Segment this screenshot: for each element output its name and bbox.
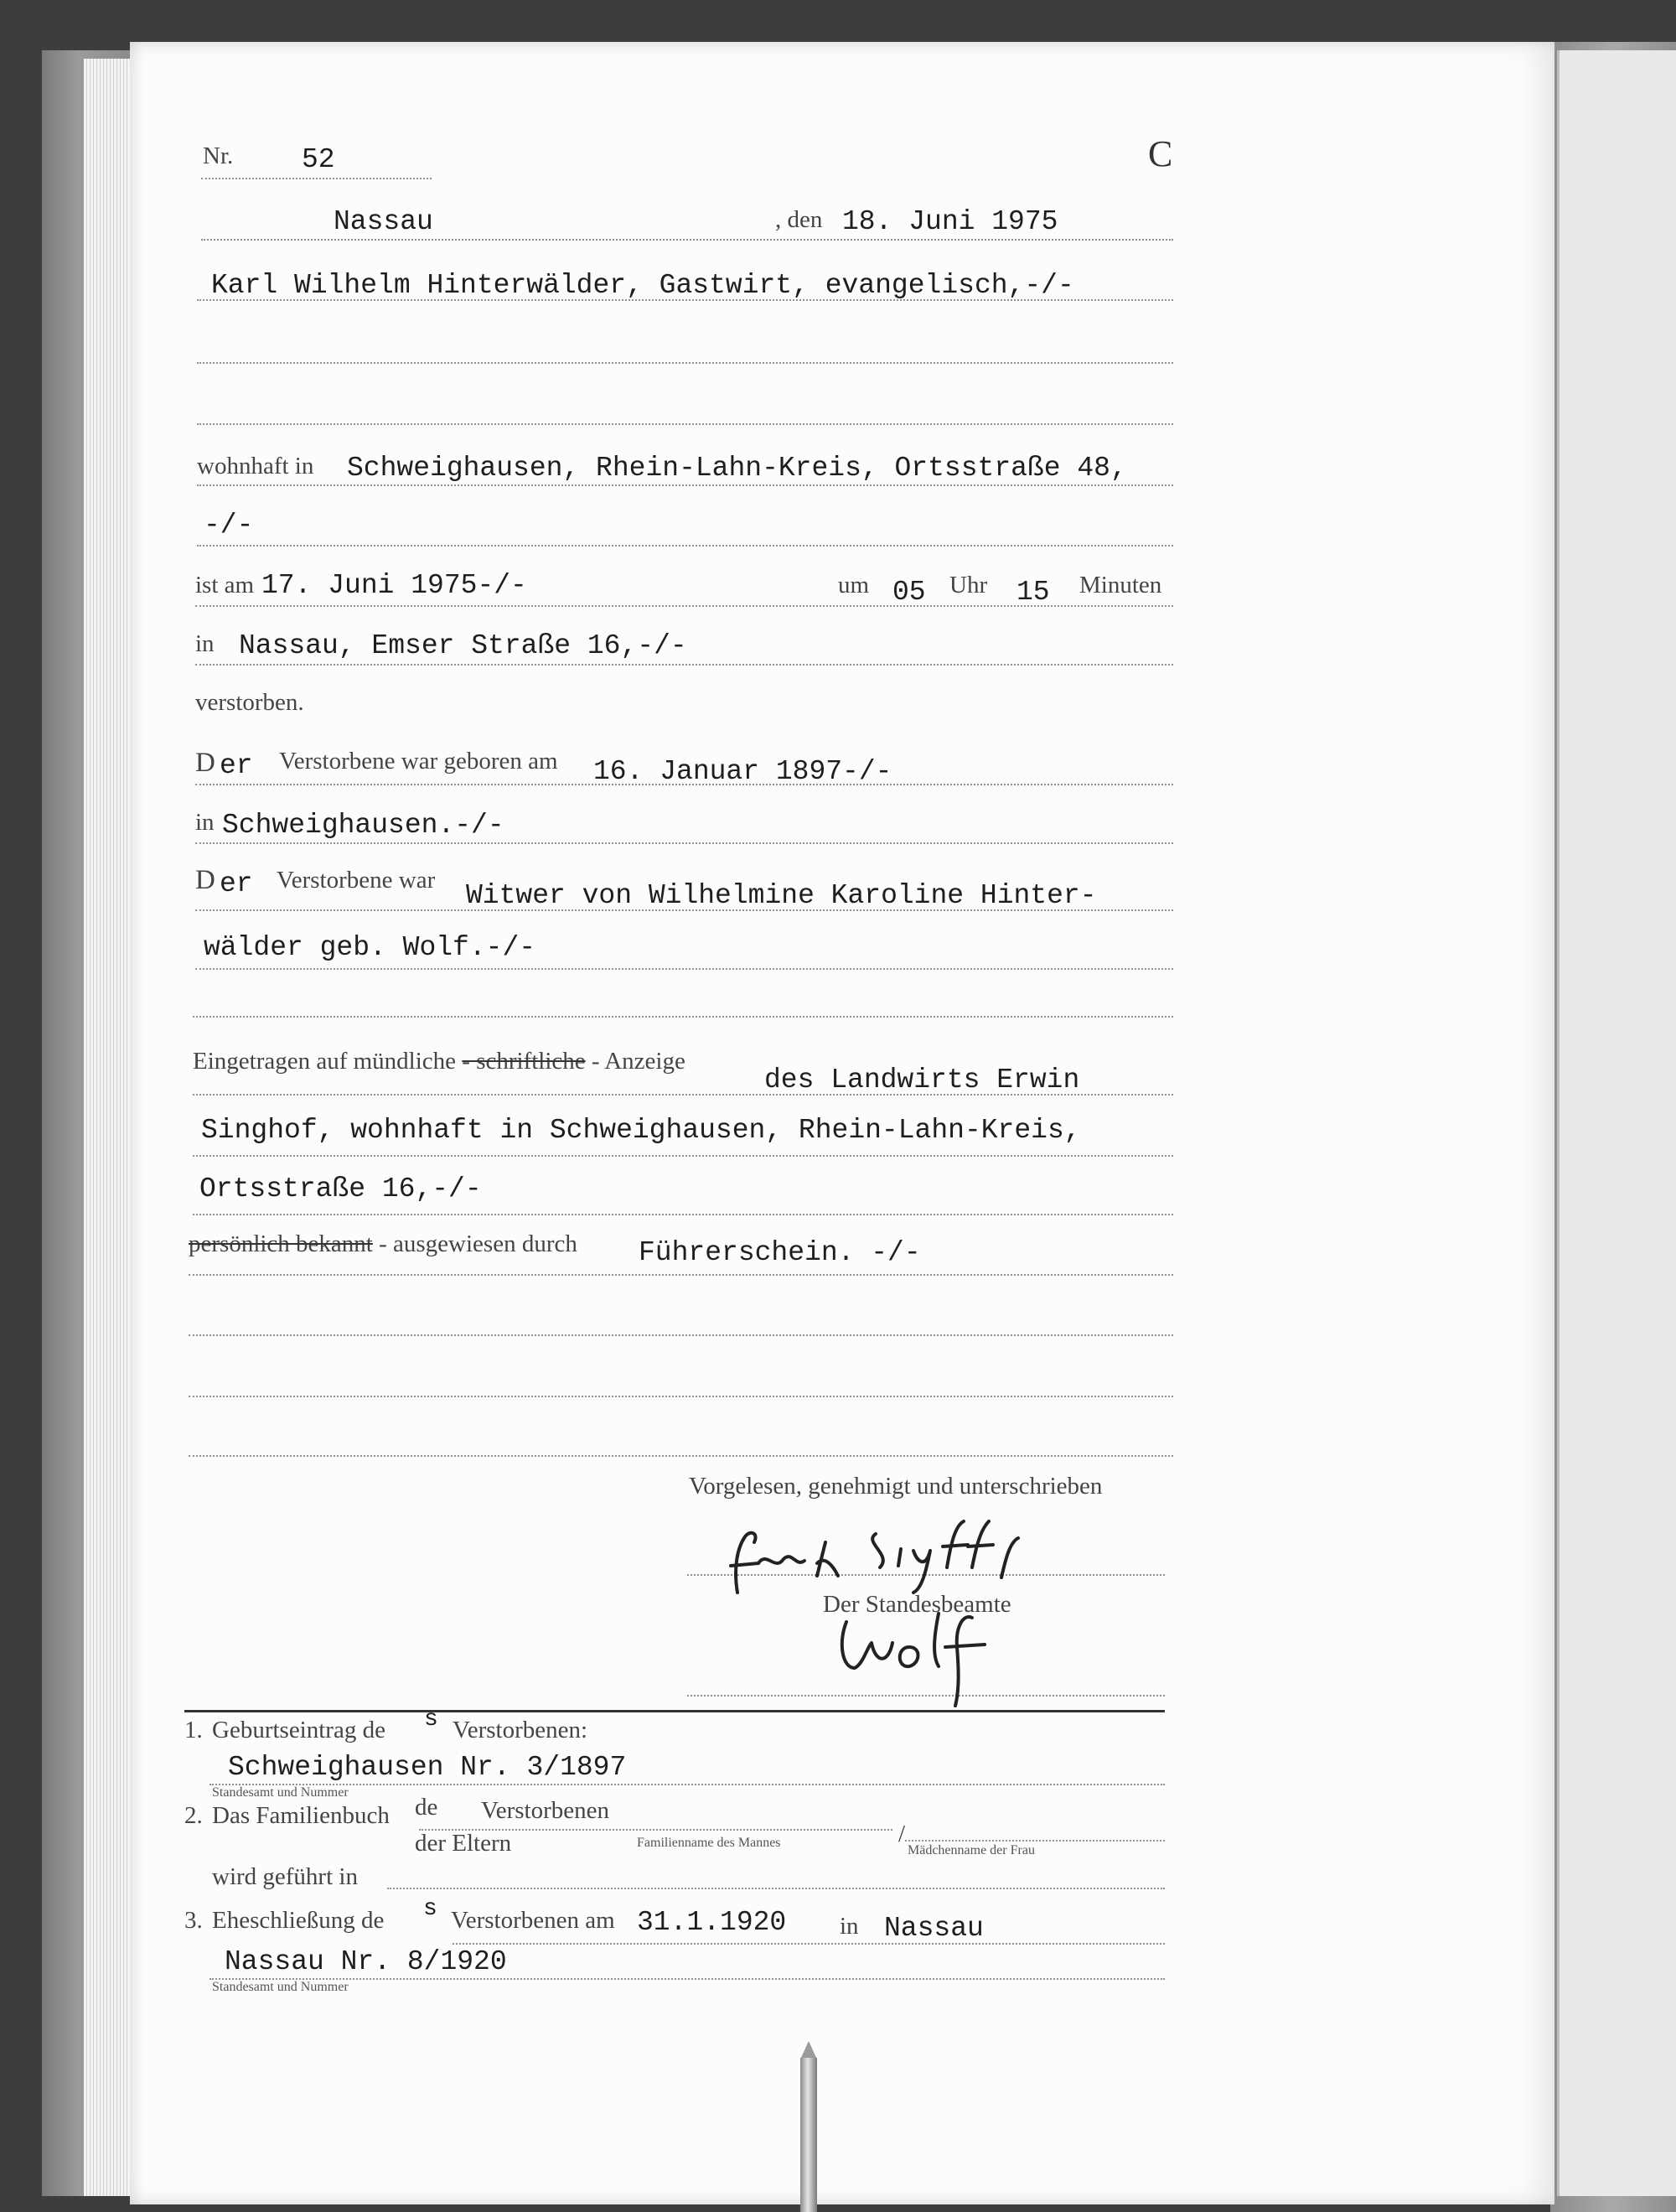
verstorben-label: verstorben. <box>195 689 304 716</box>
den-label: , den <box>775 206 823 233</box>
footnote-2-de: de <box>415 1794 438 1821</box>
footnote-1-caption: Standesamt und Nummer <box>212 1785 349 1800</box>
informant-label <box>193 1048 685 1075</box>
informant-label-prefix: Eingetragen auf mündliche <box>193 1048 463 1075</box>
registrar-label: Der Standesbeamte <box>823 1591 1011 1618</box>
marital-underline-1 <box>195 909 1173 911</box>
informant-line-1: des Landwirts Erwin <box>764 1065 1080 1096</box>
informant-underline-1 <box>193 1094 1173 1096</box>
footnote-2-slash: / <box>898 1821 906 1847</box>
death-place-label: in <box>195 630 215 657</box>
death-hour: 05 <box>892 577 926 608</box>
marital-underline-3 <box>193 1016 1173 1018</box>
footnote-3-value: Nassau Nr. 8/1920 <box>225 1946 507 1977</box>
footnote-3-text-a: Eheschließung de <box>212 1907 385 1934</box>
death-date-label: ist am <box>195 572 255 598</box>
birth-label: Verstorbene war geboren am <box>279 748 558 774</box>
informant-label-struck: - schriftliche <box>462 1048 586 1075</box>
informant-line-2: Singhof, wohnhaft in Schweighausen, Rhein-Lahn-Kreis, <box>201 1115 1081 1146</box>
footnote-3-date: 31.1.1920 <box>637 1907 787 1938</box>
informant-signature-line <box>687 1574 1165 1576</box>
residence-label: wohnhaft in <box>197 453 314 479</box>
residence-line-1: Schweighausen, Rhein-Lahn-Kreis, Ortsstraße 48, <box>347 453 1127 484</box>
pen-tip <box>800 2041 817 2059</box>
birth-date-underline <box>195 784 1173 785</box>
birth-place-underline <box>195 842 1173 844</box>
footnote-2-wird-label: wird geführt in <box>212 1863 358 1890</box>
birth-gender: er <box>220 750 253 781</box>
marital-line-2: wälder geb. Wolf.-/- <box>204 932 536 963</box>
death-place: Nassau, Emser Straße 16,-/- <box>239 630 687 661</box>
residence-underline-2 <box>197 545 1173 547</box>
person-underline-3 <box>197 423 1173 425</box>
footnote-2-eltern: der Eltern <box>415 1830 512 1857</box>
minuten-label: Minuten <box>1079 572 1162 598</box>
identification-document: Führerschein. -/- <box>639 1237 921 1268</box>
register-letter: C <box>1148 133 1173 174</box>
death-place-underline <box>195 664 1173 666</box>
page-stack-edge <box>84 59 134 2196</box>
footnote-2-caption-mann: Familienname des Mannes <box>637 1836 781 1850</box>
footnote-3-underline-a <box>453 1943 1165 1945</box>
footnote-3-underline-b <box>210 1978 1165 1980</box>
birth-place-label: in <box>195 809 215 836</box>
footnote-3-caption: Standesamt und Nummer <box>212 1980 349 1994</box>
registration-date: 18. Juni 1975 <box>842 206 1058 237</box>
identification-struck: persönlich bekannt <box>189 1230 373 1257</box>
footnote-3-number: 3. <box>184 1907 203 1934</box>
marital-underline-2 <box>195 968 1173 970</box>
nr-underline <box>201 178 432 179</box>
death-date: 17. Juni 1975-/- <box>261 570 527 601</box>
marital-gender: er <box>220 868 253 899</box>
place-of-registration: Nassau <box>334 206 433 237</box>
informant-label-suffix: - Anzeige <box>585 1048 685 1075</box>
footnote-1-text-a: Geburtseintrag de <box>212 1717 385 1743</box>
identification-label <box>189 1230 577 1258</box>
deceased-name: Karl Wilhelm Hinterwälder, Gastwirt, evangelisch,-/- <box>211 270 1074 301</box>
birth-date: 16. Januar 1897-/- <box>593 756 892 787</box>
footnote-1-value: Schweighausen Nr. 3/1897 <box>228 1752 627 1783</box>
death-minutes: 15 <box>1016 577 1050 608</box>
footnote-divider <box>184 1710 1165 1712</box>
read-approved-label: Vorgelesen, genehmigt und unterschrieben <box>689 1473 1103 1500</box>
person-underline-2 <box>197 362 1173 364</box>
footnote-2-underline-b <box>905 1840 1165 1842</box>
informant-line-3: Ortsstraße 16,-/- <box>199 1173 482 1204</box>
marital-line-1: Witwer von Wilhelmine Karoline Hinter- <box>466 880 1097 911</box>
footnote-1-gender: s <box>424 1707 438 1733</box>
informant-underline-3 <box>193 1214 1173 1215</box>
footnote-2-underline-c <box>387 1888 1165 1889</box>
birth-d-label: D <box>195 748 215 778</box>
footnote-3-in-label: in <box>840 1913 859 1940</box>
footnote-3-text-b: Verstorbenen am <box>451 1907 615 1934</box>
informant-underline-2 <box>193 1155 1173 1157</box>
person-underline-1 <box>197 299 1173 301</box>
footnote-3-place: Nassau <box>884 1913 984 1944</box>
footnote-2-number: 2. <box>184 1802 203 1829</box>
residence-line-2: -/- <box>204 510 254 541</box>
identification-text: - ausgewiesen durch <box>372 1230 577 1257</box>
marital-label: Verstorbene war <box>277 867 436 894</box>
registrar-signature-line <box>687 1695 1165 1697</box>
residence-underline-1 <box>197 484 1173 486</box>
um-label: um <box>838 572 870 598</box>
death-date-underline <box>195 605 1173 607</box>
uhr-label: Uhr <box>949 572 988 598</box>
footnote-1-underline <box>210 1784 1165 1785</box>
nr-value: 52 <box>302 144 335 175</box>
nr-label: Nr. <box>203 142 234 169</box>
blank-underline-2 <box>189 1396 1173 1397</box>
next-page-edge <box>1557 50 1676 2196</box>
footnote-2-caption-frau: Mädchenname der Frau <box>908 1843 1035 1857</box>
date-underline <box>201 239 1173 241</box>
birth-place: Schweighausen.-/- <box>222 810 504 841</box>
footnote-2-text: Das Familienbuch <box>212 1802 390 1829</box>
pen-pointer <box>800 2058 817 2212</box>
identification-underline <box>189 1274 1173 1276</box>
blank-underline-3 <box>189 1455 1173 1457</box>
footnote-1-number: 1. <box>184 1717 203 1743</box>
blank-underline-1 <box>189 1334 1173 1336</box>
footnote-1-text-b: Verstorbenen: <box>453 1717 588 1743</box>
marital-d-label: D <box>195 865 215 895</box>
footnote-2-verstorbenen: Verstorbenen <box>481 1797 610 1824</box>
footnote-3-gender: s <box>423 1896 437 1922</box>
